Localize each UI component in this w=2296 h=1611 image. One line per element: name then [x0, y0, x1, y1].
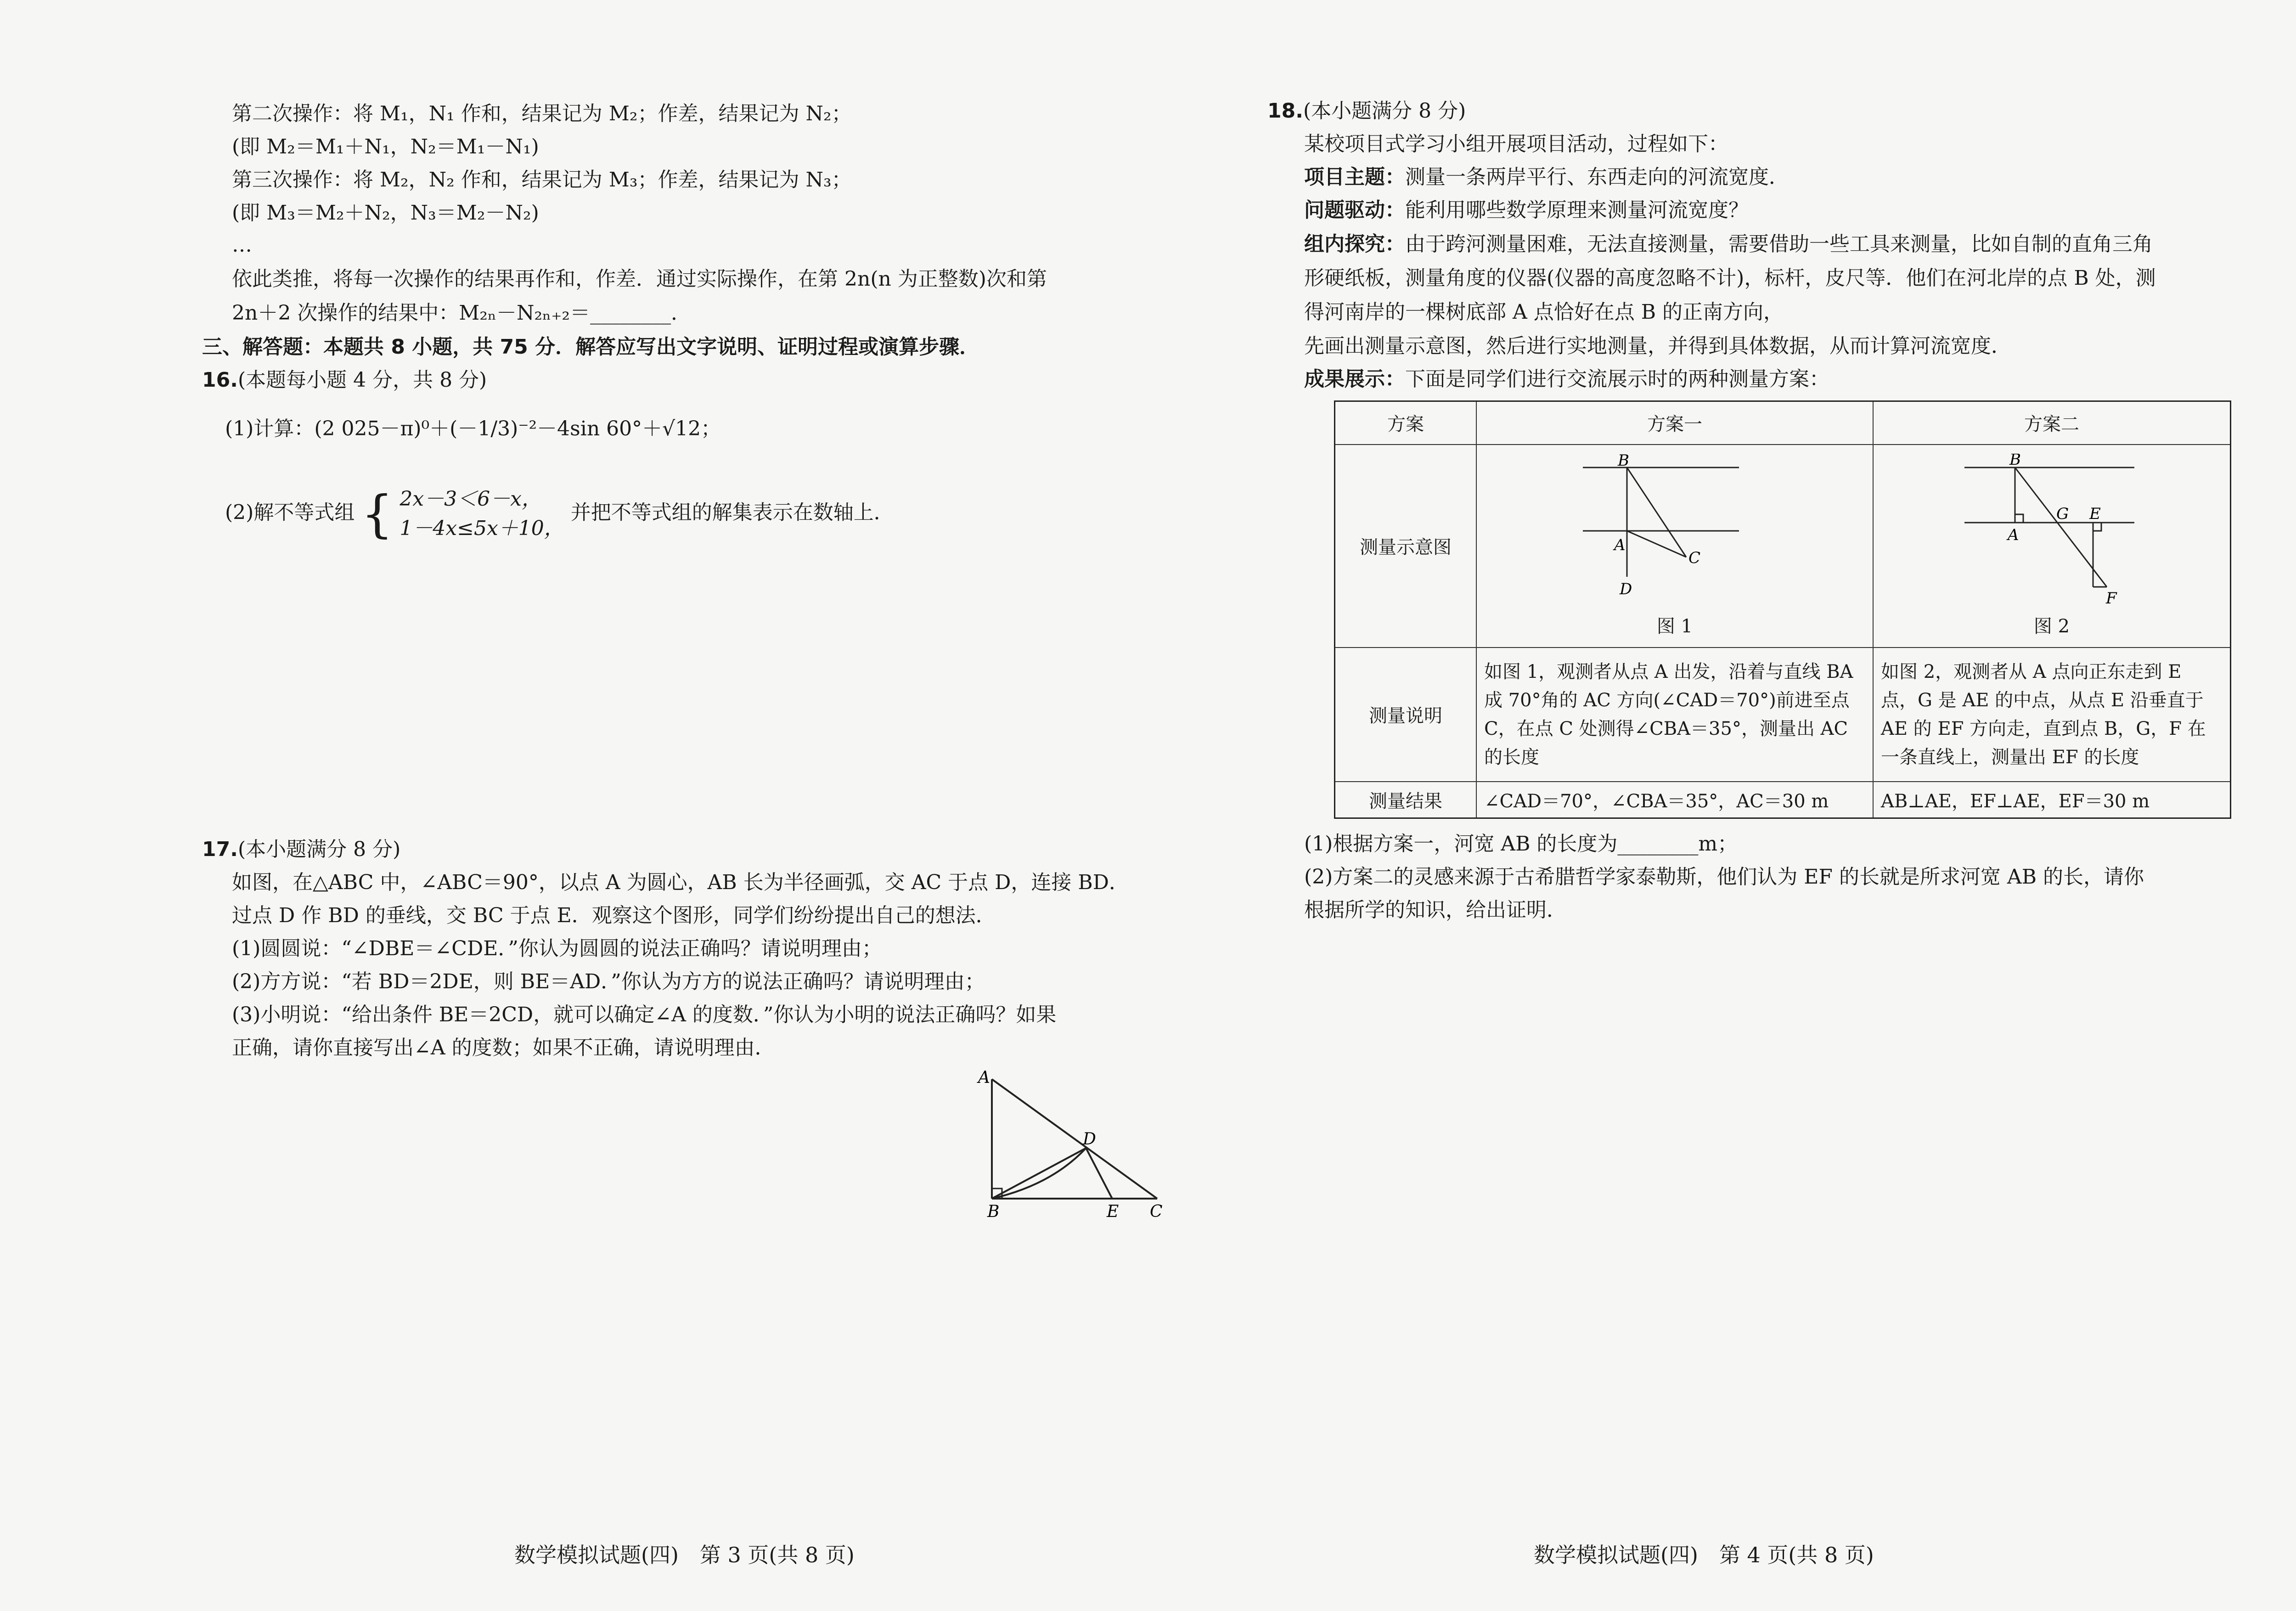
desc-plan2: 如图 2，观测者从 A 点向正东走到 E 点，G 是 AE 的中点，从点 E 沿垂直于 AE 的 EF 方向走，直到点 B，G，F 在一条直线上，测量出 EF 的长度 [1873, 648, 2231, 782]
q17-line: (3)小明说：“给出条件 BE＝2CD，就可以确定∠A 的度数．”你认为小明的说法正确吗？如果 [232, 1003, 1057, 1026]
label-C: C [1150, 1202, 1163, 1221]
label-A: A [978, 1068, 990, 1087]
fig2-caption: 图 2 [2033, 616, 2070, 637]
q18-heading [1267, 98, 1466, 124]
system-line-1: 2x－3＜6－x， [400, 487, 542, 511]
explore-text: 由于跨河测量困难，无法直接测量，需要借助一些工具来测量，比如自制的直角三角 [1405, 232, 2153, 256]
label-E: E [1107, 1202, 1119, 1221]
induction-line: 依此类推，将每一次操作的结果再作和，作差．通过实际操作，在第 2n(n 为正整数)次和第 [232, 267, 1047, 291]
header-plan1: 方案一 [1476, 401, 1873, 445]
fig2-label-E: E [2089, 505, 2101, 523]
figure-2-cell [1873, 445, 2231, 648]
induction-answer-line: 2n＋2 次操作的结果中：M₂ₙ－N₂ₙ₊₂＝________． [232, 301, 692, 325]
q18-intro: 某校项目式学习小组开展项目活动，过程如下： [1304, 132, 1728, 156]
q18-number: 18. [1267, 99, 1303, 123]
explore-label: 组内探究： [1304, 232, 1405, 256]
drive-text: 能利用哪些数学原理来测量河流宽度？ [1405, 198, 1749, 222]
q16-heading [202, 367, 487, 393]
q18-show [1304, 366, 1829, 392]
q17-line: (1)圆圆说：“∠DBE＝∠CDE．”你认为圆圆的说法正确吗？请说明理由； [232, 937, 882, 960]
q18-explore [1304, 231, 2153, 257]
fig2-label-F: F [2106, 589, 2117, 608]
figure-1 [1574, 454, 1776, 605]
ellipsis: … [232, 233, 252, 257]
q16-part1: (1)计算：(2 025－π)⁰＋(－1/3)⁻²－4sin 60°＋√12； [225, 417, 721, 440]
fig1-label-D: D [1620, 580, 1632, 598]
q17-heading [202, 837, 400, 862]
op3-line: 第三次操作：将 M₂，N₂ 作和，结果记为 M₃；作差，结果记为 N₃； [232, 168, 852, 192]
q16-number: 16. [202, 368, 238, 392]
q18-topic [1304, 164, 1789, 190]
q18-drive [1304, 197, 1749, 223]
q18-header: (本小题满分 8 分) [1303, 99, 1466, 123]
plan-line: 先画出测量示意图，然后进行实地测量，并得到具体数据，从而计算河流宽度． [1304, 334, 2011, 358]
brace: { [361, 484, 394, 543]
explore-line: 得河南岸的一棵树底部 A 点恰好在点 B 的正南方向， [1304, 300, 1784, 324]
label-B: B [987, 1202, 1000, 1221]
row-label-result: 测量结果 [1335, 782, 1477, 818]
show-label: 成果展示： [1304, 367, 1405, 391]
explore-line: 形硬纸板，测量角度的仪器(仪器的高度忽略不计)，标杆，皮尺等．他们在河北岸的点 B 处，测 [1304, 266, 2156, 290]
q17-header: (本小题满分 8 分) [237, 838, 401, 861]
q17-line: 如图，在△ABC 中，∠ABC＝90°，以点 A 为圆心，AB 长为半径画弧，交 AC 于点 D，连接 BD． [232, 871, 1129, 894]
row-label-desc: 测量说明 [1335, 648, 1477, 782]
q17-line: 正确，请你直接写出∠A 的度数；如果不正确，请说明理由． [232, 1036, 775, 1059]
q18-sub2-line: 根据所学的知识，给出证明． [1304, 898, 1567, 922]
result-plan1: ∠CAD＝70°，∠CBA＝35°，AC＝30 m [1476, 782, 1873, 818]
header-plan: 方案 [1335, 401, 1477, 445]
fig1-label-A: A [1614, 536, 1626, 554]
op3-formula: (即 M₃＝M₂＋N₂，N₃＝M₂－N₂) [232, 201, 539, 225]
q17-number: 17. [202, 838, 238, 861]
q17-figure [974, 1065, 1185, 1231]
section-3-heading: 三、解答题：本题共 8 小题，共 75 分．解答应写出文字说明、证明过程或演算步骤． [202, 335, 980, 359]
fig2-label-B: B [2009, 454, 2021, 469]
q16-part2 [225, 484, 894, 543]
fig2-label-G: G [2056, 505, 2069, 523]
q18-sub1: (1)根据方案一，河宽 AB 的长度为________m； [1304, 832, 1738, 856]
figure-1-cell [1476, 445, 1873, 648]
fig1-label-B: B [1618, 454, 1629, 470]
table-header-row [1335, 401, 2231, 445]
q18-sub2-line: (2)方案二的灵感来源于古希腊哲学家泰勒斯，他们认为 EF 的长就是所求河宽 AB 的长，请你 [1304, 865, 2144, 889]
q16-header: (本题每小题 4 分，共 8 分) [237, 368, 487, 392]
left-footer: 数学模拟试题(四) 第 3 页(共 8 页) [514, 1543, 855, 1567]
q16-part2-suffix: 并把不等式组的解集表示在数轴上． [570, 501, 894, 524]
table-diagram-row [1335, 445, 2231, 648]
right-footer: 数学模拟试题(四) 第 4 页(共 8 页) [1534, 1543, 1874, 1567]
desc-plan1: 如图 1，观测者从点 A 出发，沿着与直线 BA 成 70°角的 AC 方向(∠CAD＝70°)前进至点 C，在点 C 处测得∠CBA＝35°，测量出 AC 的长度 [1476, 648, 1873, 782]
header-plan2: 方案二 [1873, 401, 2231, 445]
topic-text: 测量一条两岸平行、东西走向的河流宽度． [1405, 165, 1789, 189]
show-text: 下面是同学们进行交流展示时的两种测量方案： [1405, 367, 1829, 391]
fig1-label-C: C [1688, 549, 1701, 567]
system-line-2: 1－4x≤5x＋10， [400, 517, 564, 540]
result-plan2: AB⊥AE，EF⊥AE，EF＝30 m [1873, 782, 2231, 818]
op2-formula: (即 M₂＝M₁＋N₁，N₂＝M₁－N₁) [232, 135, 539, 158]
drive-label: 问题驱动： [1304, 198, 1405, 222]
fig1-caption: 图 1 [1656, 616, 1693, 637]
op2-line: 第二次操作：将 M₁，N₁ 作和，结果记为 M₂；作差，结果记为 N₂； [232, 102, 852, 125]
q17-line: (2)方方说：“若 BD＝2DE，则 BE＝AD．”你认为方方的说法正确吗？请说明理由； [232, 970, 985, 993]
table-desc-row [1335, 648, 2231, 782]
q16-part2-prefix: (2)解不等式组 [225, 501, 355, 524]
q17-line: 过点 D 作 BD 的垂线，交 BC 于点 E．观察这个图形，同学们纷纷提出自己的想法． [232, 904, 996, 927]
plan-table [1334, 400, 2231, 819]
topic-label: 项目主题： [1304, 165, 1405, 189]
fig2-label-A: A [2008, 526, 2019, 544]
label-D: D [1083, 1130, 1096, 1149]
table-result-row [1335, 782, 2231, 818]
figure-2 [1960, 454, 2144, 610]
row-label-diagram: 测量示意图 [1335, 445, 1477, 648]
